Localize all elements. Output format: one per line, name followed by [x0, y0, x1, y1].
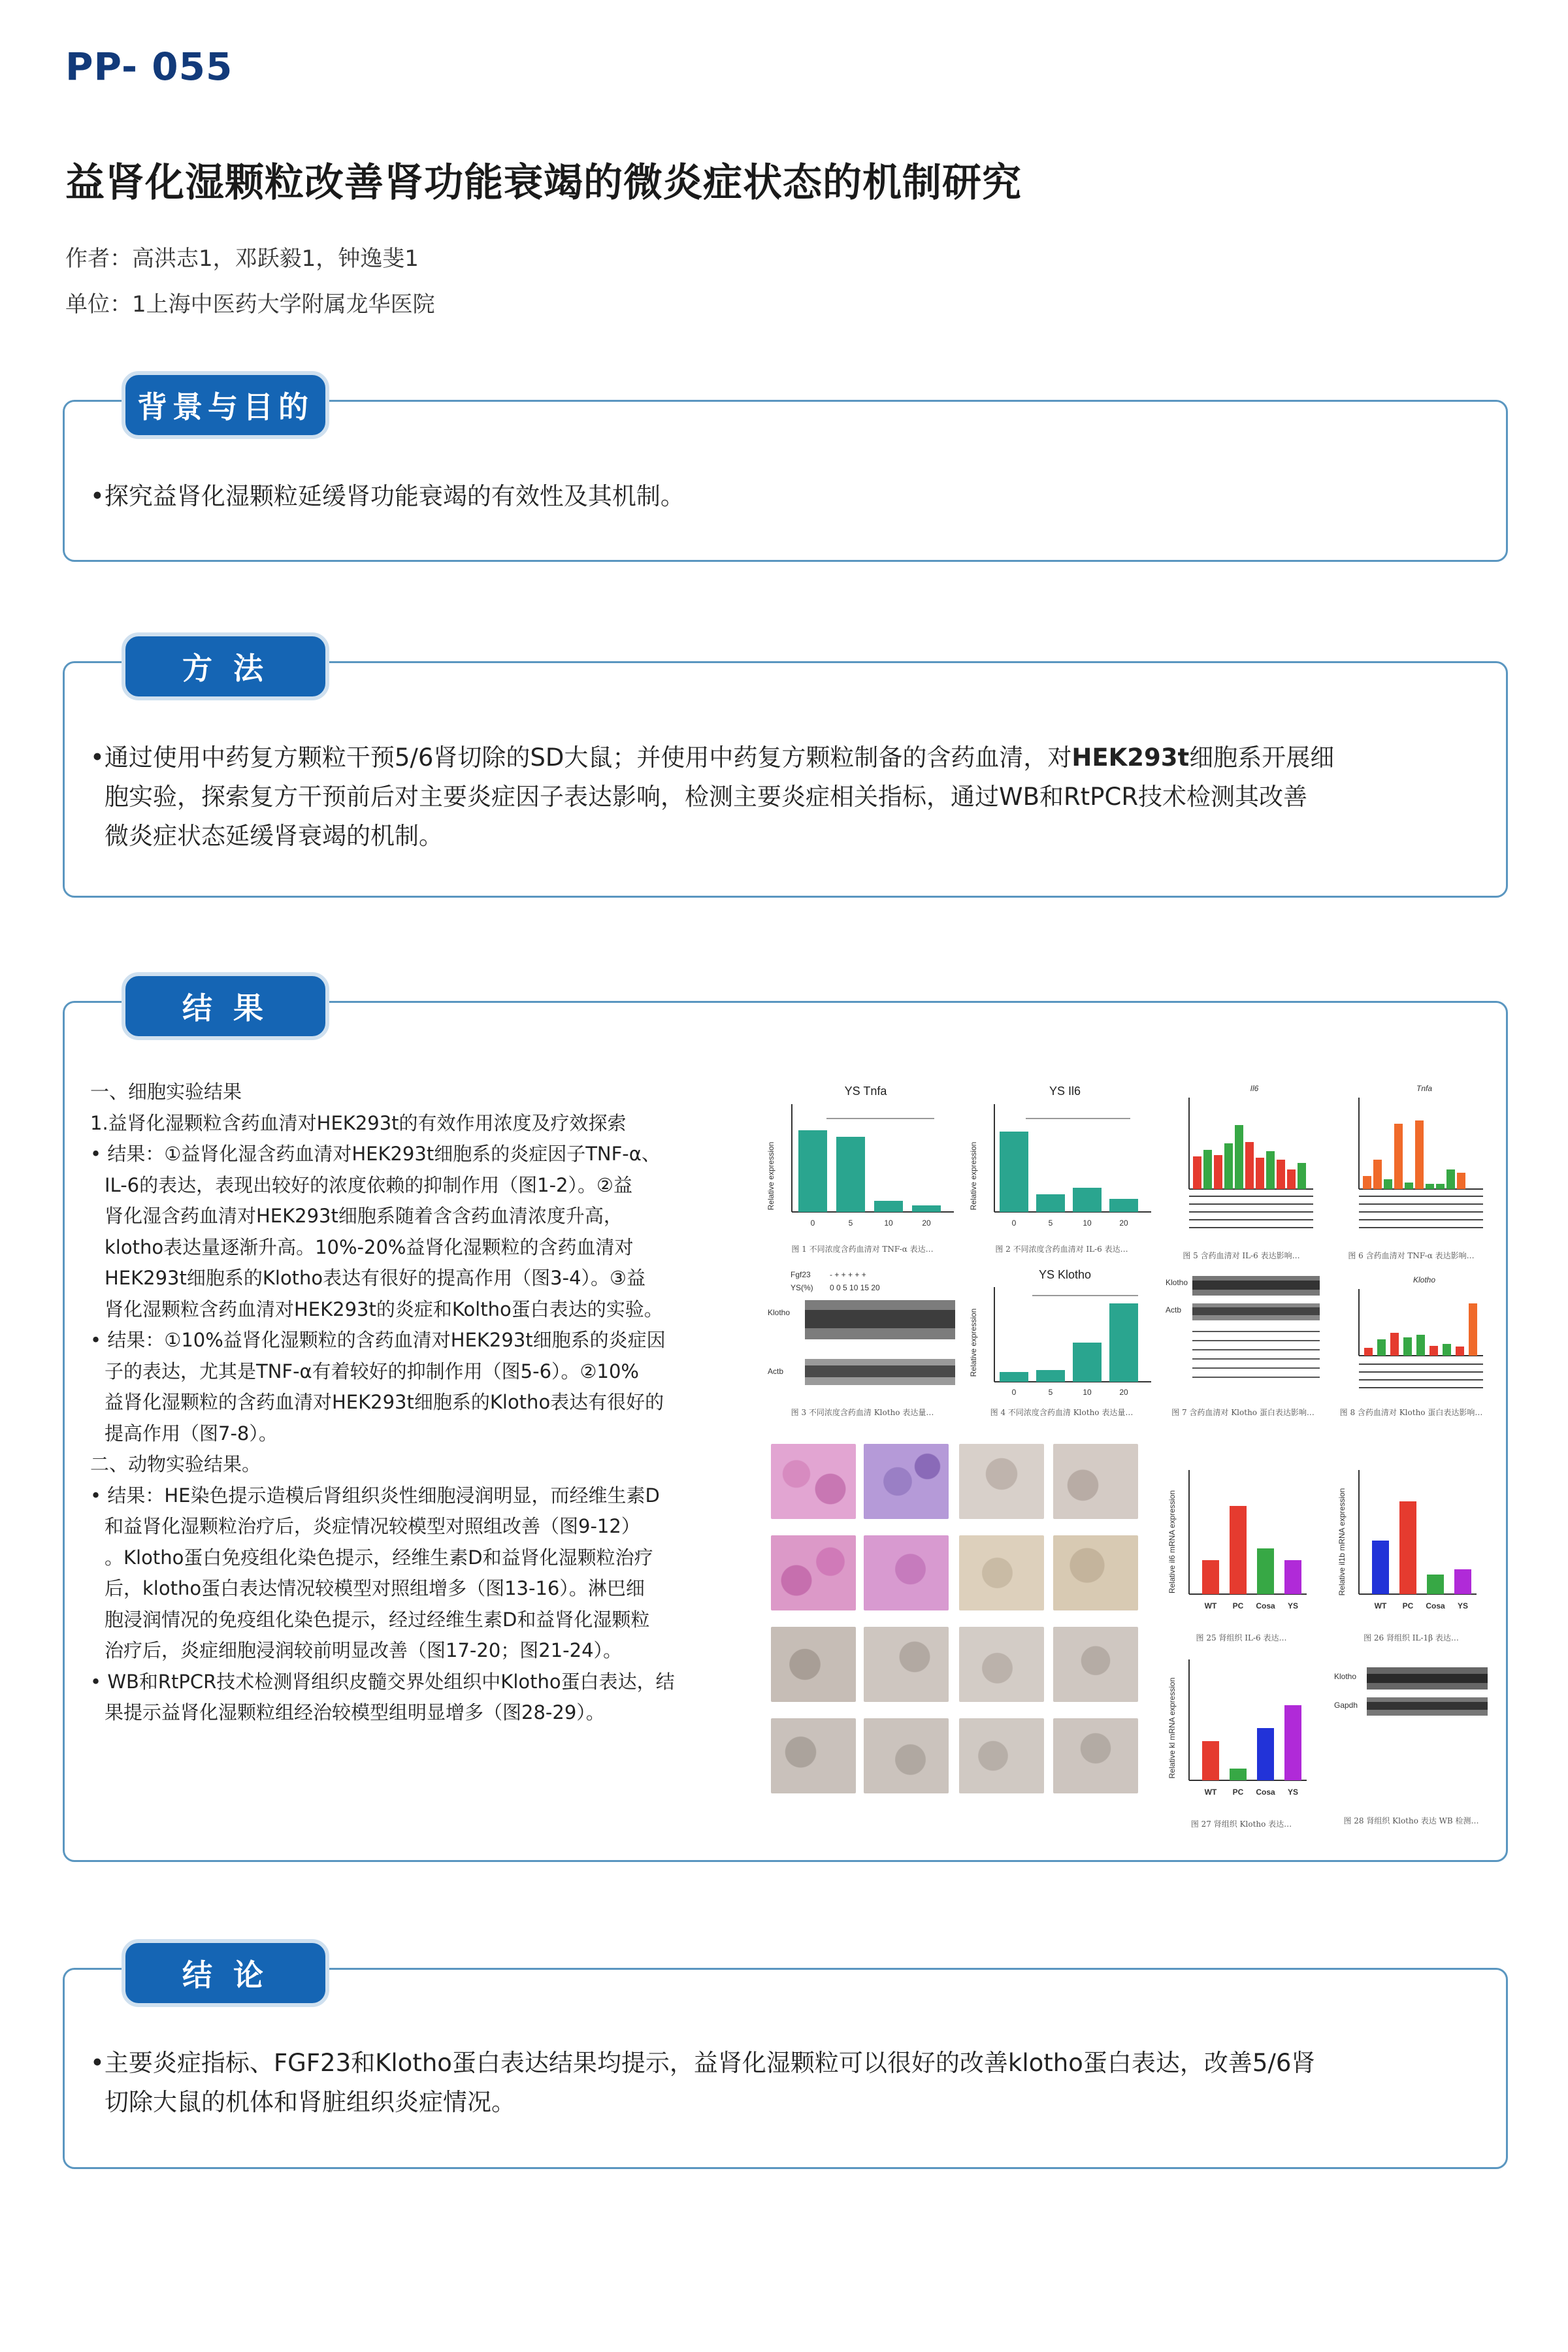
fig25-group: WT: [1204, 1601, 1217, 1610]
fig8-title: Klotho: [1413, 1275, 1436, 1284]
fig7-band1-label: Klotho: [1166, 1278, 1188, 1287]
fig25-group: YS: [1287, 1601, 1299, 1610]
fig26-caption: 图 26 肾组织 IL-1β 表达…: [1364, 1633, 1459, 1642]
methods-text: [90, 738, 1482, 856]
fig2-tick: 20: [1119, 1218, 1128, 1228]
fig3-row1: Fgf23: [791, 1270, 811, 1279]
results-line: IL-6的表达，表现出较好的浓度依赖的抑制作用（图1-2）。②益: [105, 1173, 632, 1196]
fig26-group: YS: [1457, 1601, 1469, 1610]
methods-line1-bold: HEK293t: [1071, 743, 1190, 772]
results-line: 益肾化湿颗粒的含药血清对HEK293t细胞系的Klotho表达有很好的: [105, 1391, 664, 1413]
histology-he-image: [864, 1444, 949, 1519]
fig7-band2-label: Actb: [1166, 1305, 1182, 1315]
fig3-pluses: - + + + + +: [830, 1270, 866, 1279]
figure-2: [967, 1078, 1156, 1254]
background-heading: 背景与目的: [122, 371, 329, 439]
poster-title: 益肾化湿颗粒改善肾功能衰竭的微炎症状态的机制研究: [65, 160, 1022, 206]
fig1-tick: 10: [884, 1218, 893, 1228]
figure-28: [1333, 1659, 1490, 1826]
fig27-ylabel: Relative kl mRNA expression: [1168, 1677, 1177, 1779]
results-line: klotho表达量逐渐升高。10%-20%益肾化湿颗粒的含药血清对: [105, 1235, 634, 1258]
fig2-tick: 10: [1083, 1218, 1092, 1228]
figure-5: [1163, 1078, 1320, 1261]
fig27-group: YS: [1287, 1788, 1299, 1797]
figure-25: [1163, 1457, 1320, 1643]
fig6-title: Tnfa: [1416, 1084, 1433, 1093]
fig2-caption: 图 2 不同浓度含药血清对 IL-6 表达…: [995, 1245, 1128, 1254]
histology-ihc-image: [771, 1718, 856, 1793]
authors: 作者：高洪志1，邓跃毅1，钟逸斐1: [65, 246, 419, 272]
results-heading: 结 果: [122, 972, 329, 1040]
fig25-group: PC: [1232, 1601, 1244, 1610]
results-line: 肾化湿含药血清对HEK293t细胞系随着含含药血清浓度升高，: [105, 1205, 623, 1227]
results-line: 胞浸润情况的免疫组化染色提示，经过经维生素D和益肾化湿颗粒: [105, 1608, 650, 1631]
histology-ihc-image: [771, 1627, 856, 1702]
results-line: 肾化湿颗粒含药血清对HEK293t的炎症和Koltho蛋白表达的实验。: [105, 1298, 663, 1320]
fig8-caption: 图 8 含药血清对 Klotho 蛋白表达影响…: [1339, 1408, 1483, 1417]
fig1-ylabel: Relative expression: [766, 1141, 776, 1211]
results-line: • 结果：①益肾化湿含药血清对HEK293t细胞系的炎症因子TNF-α、: [90, 1143, 661, 1165]
fig27-caption: 图 27 肾组织 Klotho 表达…: [1190, 1820, 1292, 1829]
results-line: 提高作用（图7-8）。: [105, 1422, 278, 1445]
background-text: •探究益肾化湿颗粒延缓肾功能衰竭的有效性及其机制。: [90, 482, 685, 510]
results-line: 治疗后，炎症细胞浸润较前明显改善（图17-20；图21-24）。: [105, 1639, 623, 1661]
histology-he-image: [864, 1535, 949, 1610]
methods-line1-pre: •通过使用中药复方颗粒干预5/6肾切除的SD大鼠；并使用中药复方颗粒制备的含药血清，对: [90, 743, 1072, 772]
poster-code: PP- 055: [65, 44, 233, 89]
fig4-tick: 20: [1119, 1388, 1128, 1397]
fig25-ylabel: Relative il6 mRNA expression: [1168, 1490, 1177, 1594]
fig27-group: PC: [1232, 1788, 1244, 1797]
results-line: 二、动物实验结果。: [90, 1453, 261, 1475]
methods-line1-post: 细胞系开展细: [1189, 743, 1335, 772]
figure-1: [764, 1078, 960, 1254]
fig1-title: YS Tnfa: [844, 1085, 887, 1098]
fig3-conc: 0 0 5 10 15 20: [830, 1283, 880, 1292]
conclusion-line1: •主要炎症指标、FGF23和Klotho蛋白表达结果均提示，益肾化湿颗粒可以很好的改善klotho蛋白表达，改善5/6肾: [90, 2049, 1316, 2077]
fig28-caption: 图 28 肾组织 Klotho 表达 WB 检测…: [1343, 1816, 1479, 1825]
results-line: • 结果：①10%益肾化湿颗粒的含药血清对HEK293t细胞系的炎症因: [90, 1329, 666, 1351]
figure-27: [1163, 1650, 1320, 1829]
histology-ihc-image: [864, 1718, 949, 1793]
fig2-ylabel: Relative expression: [969, 1141, 978, 1211]
conclusion-line2: 切除大鼠的机体和肾脏组织炎症情况。: [105, 2088, 515, 2116]
fig28-band2-label: Gapdh: [1334, 1701, 1358, 1710]
results-line: 后，klotho蛋白表达情况较模型对照组增多（图13-16）。淋巴细: [105, 1577, 645, 1599]
results-line: HEK293t细胞系的Klotho表达有很好的提高作用（图3-4）。③益: [105, 1267, 646, 1289]
fig6-caption: 图 6 含药血清对 TNF-α 表达影响…: [1348, 1251, 1475, 1260]
fig5-caption: 图 5 含药血清对 IL-6 表达影响…: [1183, 1251, 1300, 1260]
affiliation: 单位：1上海中医药大学附属龙华医院: [65, 291, 435, 318]
fig3-caption: 图 3 不同浓度含药血清 Klotho 表达量…: [791, 1408, 934, 1417]
methods-heading: 方 法: [122, 632, 329, 700]
conclusion-heading: 结 论: [122, 1939, 329, 2007]
figure-8: [1333, 1271, 1490, 1418]
fig26-ylabel: Relative il1b mRNA expression: [1337, 1488, 1347, 1596]
fig25-group: Cosa: [1256, 1601, 1275, 1610]
fig4-tick: 0: [1011, 1388, 1017, 1397]
fig3-band2-label: Actb: [768, 1367, 784, 1376]
fig4-tick: 5: [1048, 1388, 1053, 1397]
histology-ihc-image: [1053, 1718, 1138, 1793]
fig4-ylabel: Relative expression: [969, 1308, 978, 1377]
fig1-tick: 0: [810, 1218, 815, 1228]
results-line: 子的表达，尤其是TNF-α有着较好的抑制作用（图5-6）。②10%: [105, 1360, 639, 1382]
histology-ihc-image: [959, 1535, 1044, 1610]
histology-ihc-image: [1053, 1444, 1138, 1519]
results-line: 和益肾化湿颗粒治疗后，炎症情况较模型对照组改善（图9-12）: [105, 1515, 640, 1537]
methods-line2: 胞实验，探索复方干预前后对主要炎症因子表达影响，检测主要炎症相关指标，通过WB和RtPCR技术检测其改善: [105, 783, 1308, 811]
methods-line3: 微炎症状态延缓肾衰竭的机制。: [105, 822, 443, 850]
results-line: 一、细胞实验结果: [90, 1081, 242, 1103]
fig4-caption: 图 4 不同浓度含药血清 Klotho 表达量…: [990, 1408, 1134, 1417]
histology-ihc-image: [1053, 1627, 1138, 1702]
histology-ihc-image: [1053, 1535, 1138, 1610]
figure-3: [764, 1264, 960, 1418]
histology-he-image: [771, 1535, 856, 1610]
fig5-title: Il6: [1250, 1084, 1259, 1093]
fig26-group: Cosa: [1426, 1601, 1445, 1610]
histology-ihc-image: [959, 1718, 1044, 1793]
results-line: • 结果：HE染色提示造模后肾组织炎性细胞浸润明显，而经维生素D: [90, 1484, 660, 1507]
figure-6: [1333, 1078, 1490, 1261]
fig1-tick: 5: [848, 1218, 853, 1228]
figure-7: [1163, 1271, 1323, 1418]
fig3-band1-label: Klotho: [768, 1308, 791, 1317]
fig4-title: YS Klotho: [1038, 1268, 1092, 1281]
fig1-tick: 20: [922, 1218, 931, 1228]
fig26-group: PC: [1402, 1601, 1414, 1610]
results-line: 果提示益肾化湿颗粒组经治较模型组明显增多（图28-29）。: [105, 1701, 605, 1723]
fig27-group: WT: [1204, 1788, 1217, 1797]
fig7-caption: 图 7 含药血清对 Klotho 蛋白表达影响…: [1171, 1408, 1315, 1417]
results-line: • WB和RtPCR技术检测肾组织皮髓交界处组织中Klotho蛋白表达，结: [90, 1670, 675, 1693]
fig1-caption: 图 1 不同浓度含药血清对 TNF-α 表达…: [791, 1245, 934, 1254]
histology-he-image: [771, 1444, 856, 1519]
histology-ihc-image: [864, 1627, 949, 1702]
fig26-group: WT: [1374, 1601, 1387, 1610]
figure-26: [1333, 1457, 1490, 1643]
results-line: 1.益肾化湿颗粒含药血清对HEK293t的有效作用浓度及疗效探索: [90, 1111, 627, 1134]
fig27-group: Cosa: [1256, 1788, 1275, 1797]
fig2-title: YS Il6: [1049, 1085, 1081, 1098]
fig25-caption: 图 25 肾组织 IL-6 表达…: [1196, 1633, 1287, 1642]
fig2-tick: 0: [1011, 1218, 1017, 1228]
histology-ihc-image: [959, 1627, 1044, 1702]
fig28-band1-label: Klotho: [1334, 1672, 1357, 1681]
fig2-tick: 5: [1048, 1218, 1053, 1228]
results-text: [90, 1077, 737, 1729]
fig3-row2: YS(%): [791, 1283, 813, 1292]
fig4-tick: 10: [1083, 1388, 1092, 1397]
figure-4: [967, 1264, 1156, 1418]
conclusion-text: [90, 2044, 1482, 2122]
results-line: 。Klotho蛋白免疫组化染色提示，经维生素D和益肾化湿颗粒治疗: [105, 1546, 653, 1569]
histology-ihc-image: [959, 1444, 1044, 1519]
